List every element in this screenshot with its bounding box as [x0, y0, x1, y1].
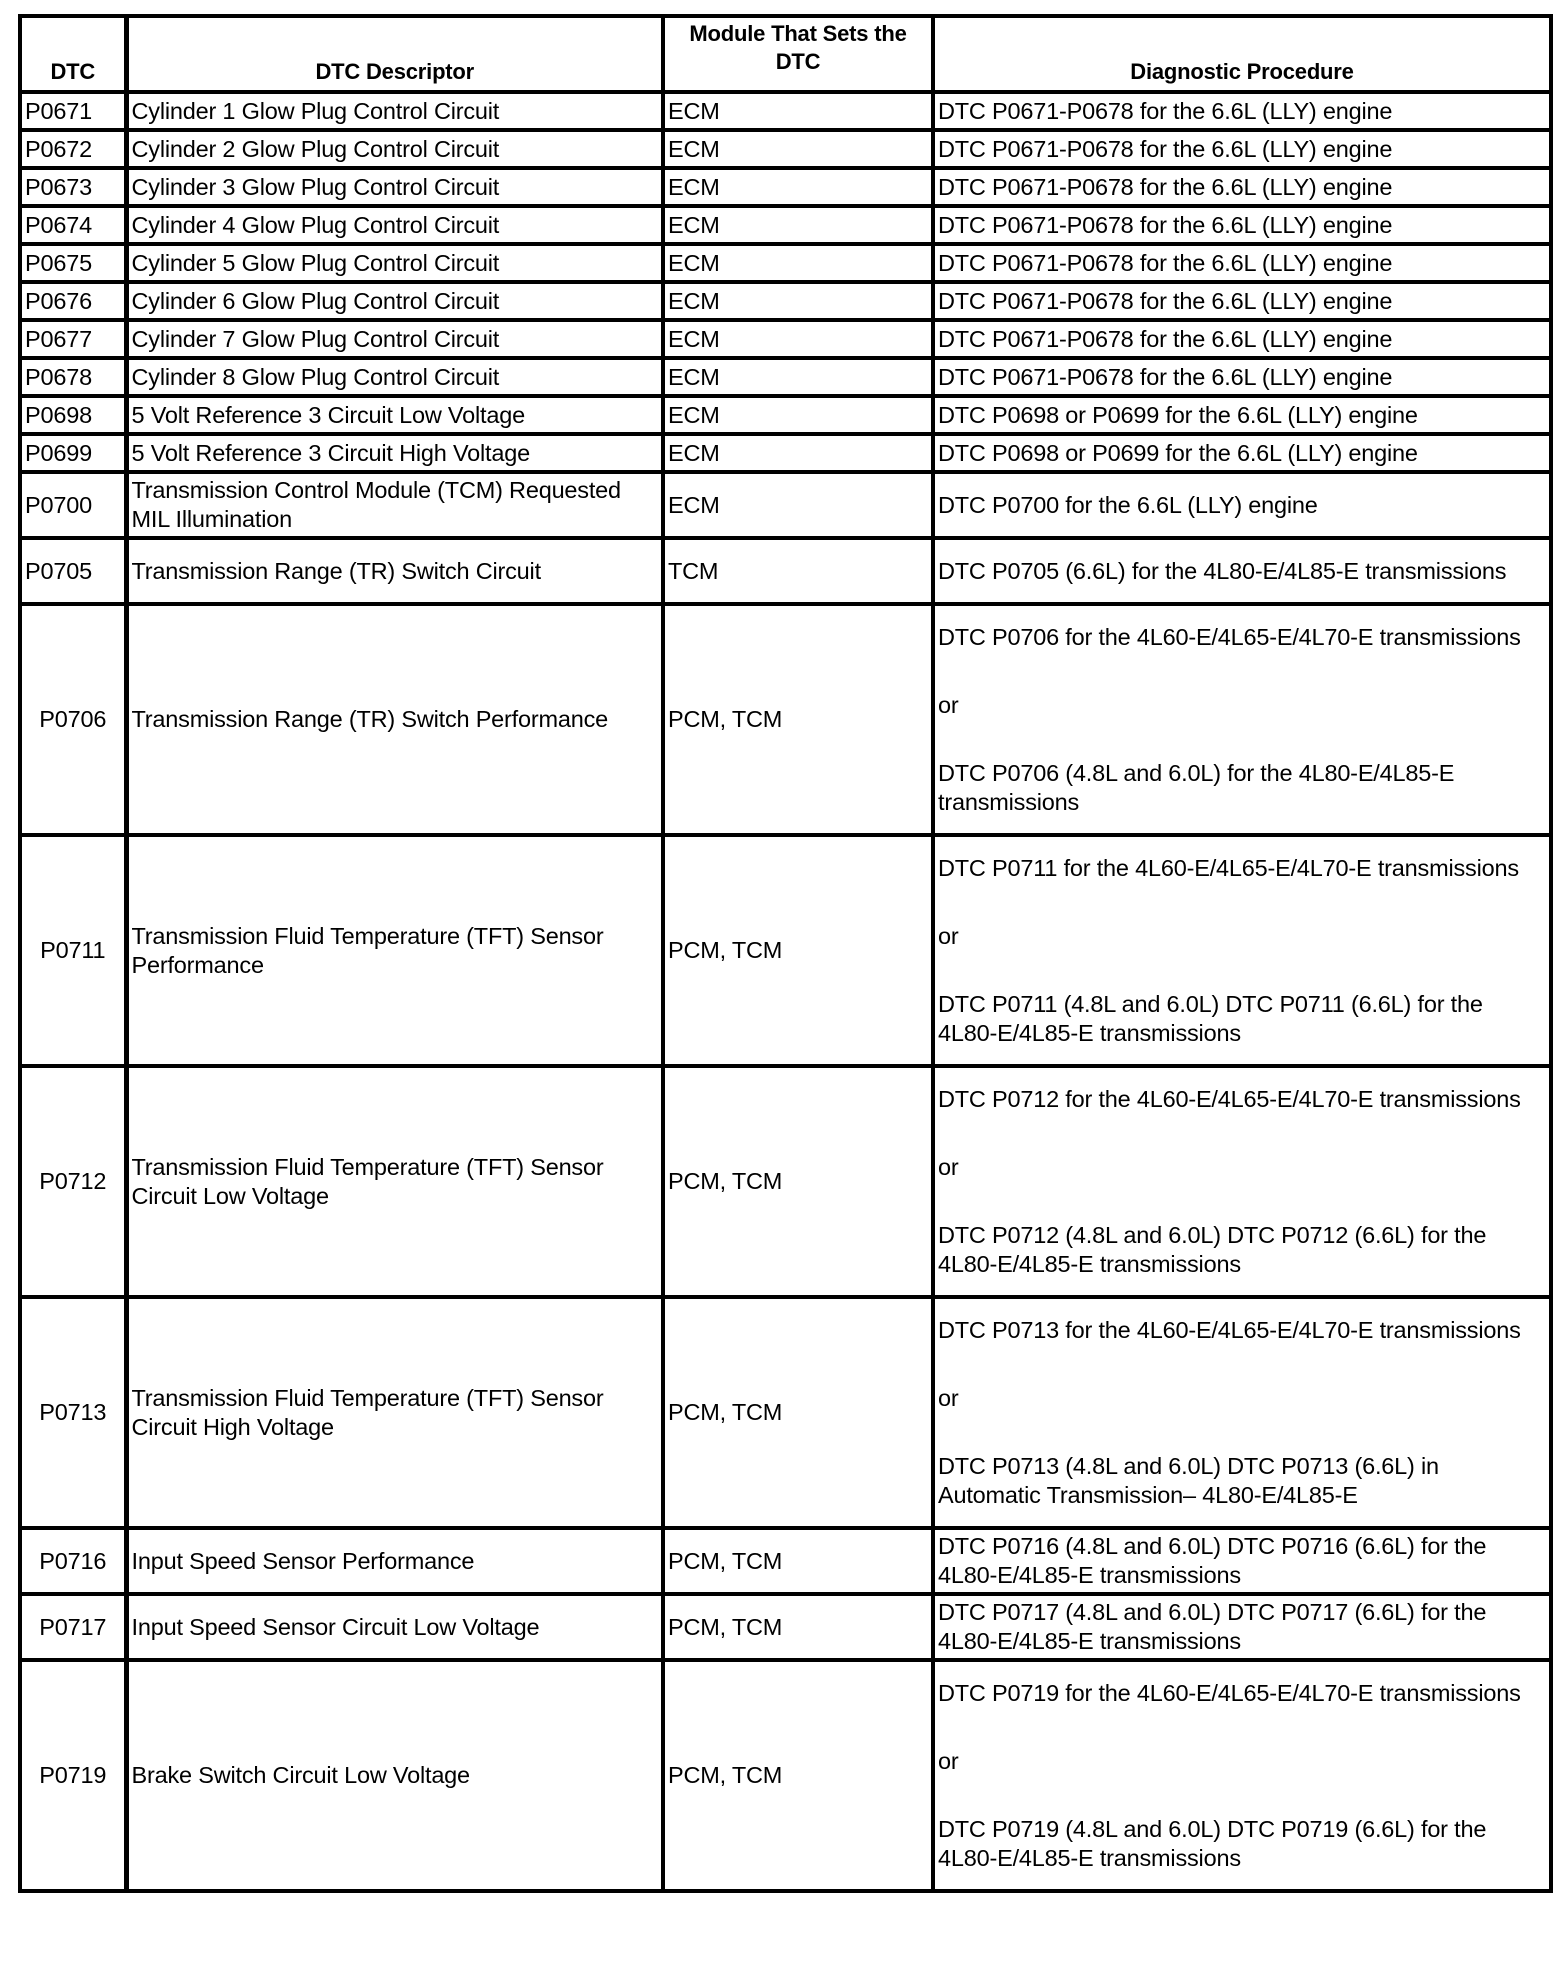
dtc-descriptor-cell: Cylinder 2 Glow Plug Control Circuit	[126, 130, 663, 168]
diagnostic-procedure-cell	[933, 1297, 1551, 1528]
table-row	[20, 244, 1551, 282]
dtc-descriptor-cell: Cylinder 6 Glow Plug Control Circuit	[126, 282, 663, 320]
table-row	[20, 1528, 1551, 1594]
module-cell: PCM, TCM	[663, 1066, 933, 1297]
table-row	[20, 168, 1551, 206]
header-module: Module That Sets the DTC	[663, 16, 933, 92]
table-row	[20, 282, 1551, 320]
dtc-code-cell: P0706	[20, 604, 126, 835]
diagnostic-procedure-cell	[933, 92, 1551, 130]
procedure-link-text: DTC P0706 for the 4L60-E/4L65-E/4L70-E transmissions	[938, 623, 1521, 650]
diagnostic-procedure-cell	[933, 434, 1551, 472]
module-cell: PCM, TCM	[663, 835, 933, 1066]
module-cell: ECM	[663, 206, 933, 244]
table-row	[20, 835, 1551, 1066]
table-row	[20, 130, 1551, 168]
procedure-link-text: DTC P0712 for the 4L60-E/4L65-E/4L70-E transmissions	[938, 1085, 1521, 1112]
dtc-code-cell: P0719	[20, 1660, 126, 1891]
procedure-or-separator: or	[938, 691, 959, 718]
procedure-or-separator: or	[938, 922, 959, 949]
procedure-spacer	[938, 1345, 1546, 1384]
module-cell: PCM, TCM	[663, 1297, 933, 1528]
procedure-spacer	[938, 1413, 1546, 1452]
module-cell: PCM, TCM	[663, 1594, 933, 1660]
procedure-link-text: DTC P0698 or P0699 for the 6.6L (LLY) engine	[938, 401, 1418, 428]
table-row	[20, 1660, 1551, 1891]
table-row	[20, 206, 1551, 244]
dtc-descriptor-cell: Cylinder 5 Glow Plug Control Circuit	[126, 244, 663, 282]
diagnostic-procedure-cell	[933, 396, 1551, 434]
dtc-code-cell: P0675	[20, 244, 126, 282]
procedure-spacer	[938, 1776, 1546, 1815]
table-row	[20, 358, 1551, 396]
procedure-or-separator: or	[938, 1384, 959, 1411]
diagnostic-procedure-cell	[933, 1528, 1551, 1594]
dtc-code-cell: P0698	[20, 396, 126, 434]
dtc-code-cell: P0678	[20, 358, 126, 396]
dtc-descriptor-cell: Cylinder 4 Glow Plug Control Circuit	[126, 206, 663, 244]
procedure-spacer	[938, 1182, 1546, 1221]
module-cell: ECM	[663, 472, 933, 538]
dtc-descriptor-cell: Transmission Range (TR) Switch Performance	[126, 604, 663, 835]
dtc-code-cell: P0671	[20, 92, 126, 130]
procedure-spacer	[938, 652, 1546, 691]
table-row	[20, 1594, 1551, 1660]
dtc-code-cell: P0705	[20, 538, 126, 604]
table-row	[20, 92, 1551, 130]
module-cell: ECM	[663, 396, 933, 434]
dtc-code-cell: P0713	[20, 1297, 126, 1528]
procedure-spacer	[938, 720, 1546, 759]
procedure-link-text: DTC P0671-P0678 for the 6.6L (LLY) engine	[938, 135, 1393, 162]
module-cell: ECM	[663, 320, 933, 358]
dtc-code-cell: P0699	[20, 434, 126, 472]
diagnostic-procedure-cell	[933, 1660, 1551, 1891]
dtc-code-cell: P0676	[20, 282, 126, 320]
diagnostic-procedure-cell	[933, 320, 1551, 358]
module-cell: PCM, TCM	[663, 1528, 933, 1594]
header-descriptor: DTC Descriptor	[126, 16, 663, 92]
diagnostic-procedure-cell	[933, 282, 1551, 320]
dtc-descriptor-cell: Cylinder 1 Glow Plug Control Circuit	[126, 92, 663, 130]
table-header-row	[20, 16, 1551, 92]
dtc-code-cell: P0673	[20, 168, 126, 206]
dtc-code-cell: P0700	[20, 472, 126, 538]
table-row	[20, 1066, 1551, 1297]
diagnostic-procedure-cell	[933, 472, 1551, 538]
dtc-descriptor-cell: Cylinder 3 Glow Plug Control Circuit	[126, 168, 663, 206]
procedure-link-text: DTC P0671-P0678 for the 6.6L (LLY) engine	[938, 249, 1393, 276]
table-row	[20, 320, 1551, 358]
dtc-descriptor-cell: Transmission Fluid Temperature (TFT) Sensor Performance	[126, 835, 663, 1066]
procedure-link-text: DTC P0671-P0678 for the 6.6L (LLY) engine	[938, 287, 1393, 314]
procedure-spacer	[938, 883, 1546, 922]
dtc-descriptor-cell: Brake Switch Circuit Low Voltage	[126, 1660, 663, 1891]
procedure-link-text: DTC P0671-P0678 for the 6.6L (LLY) engine	[938, 97, 1393, 124]
module-cell: ECM	[663, 434, 933, 472]
procedure-link-text: DTC P0705 (6.6L) for the 4L80-E/4L85-E transmissions	[938, 557, 1507, 584]
table-row	[20, 434, 1551, 472]
dtc-code-cell: P0674	[20, 206, 126, 244]
header-dtc: DTC	[20, 16, 126, 92]
module-cell: PCM, TCM	[663, 604, 933, 835]
procedure-link-text: DTC P0712 (4.8L and 6.0L) DTC P0712 (6.6L) for the 4L80-E/4L85-E transmissions	[938, 1221, 1487, 1277]
dtc-code-cell: P0712	[20, 1066, 126, 1297]
procedure-link-text: DTC P0671-P0678 for the 6.6L (LLY) engine	[938, 325, 1393, 352]
module-cell: ECM	[663, 92, 933, 130]
dtc-descriptor-cell: Transmission Range (TR) Switch Circuit	[126, 538, 663, 604]
procedure-link-text: DTC P0671-P0678 for the 6.6L (LLY) engine	[938, 363, 1393, 390]
procedure-link-text: DTC P0717 (4.8L and 6.0L) DTC P0717 (6.6L) for the 4L80-E/4L85-E transmissions	[938, 1599, 1487, 1654]
dtc-descriptor-cell: Transmission Fluid Temperature (TFT) Sensor Circuit Low Voltage	[126, 1066, 663, 1297]
procedure-or-separator: or	[938, 1747, 959, 1774]
module-cell: ECM	[663, 282, 933, 320]
table-row	[20, 604, 1551, 835]
diagnostic-procedure-cell	[933, 1066, 1551, 1297]
diagnostic-procedure-cell	[933, 206, 1551, 244]
dtc-table	[18, 14, 1553, 1893]
procedure-link-text: DTC P0713 (4.8L and 6.0L) DTC P0713 (6.6L) in Automatic Transmission– 4L80-E/4L85-E	[938, 1452, 1439, 1508]
procedure-spacer	[938, 951, 1546, 990]
dtc-code-cell: P0716	[20, 1528, 126, 1594]
dtc-descriptor-cell: Cylinder 8 Glow Plug Control Circuit	[126, 358, 663, 396]
dtc-descriptor-cell: Input Speed Sensor Performance	[126, 1528, 663, 1594]
module-cell: ECM	[663, 130, 933, 168]
diagnostic-procedure-cell	[933, 538, 1551, 604]
procedure-spacer	[938, 1708, 1546, 1747]
table-row	[20, 538, 1551, 604]
procedure-link-text: DTC P0719 (4.8L and 6.0L) DTC P0719 (6.6L) for the 4L80-E/4L85-E transmissions	[938, 1815, 1487, 1871]
diagnostic-procedure-cell	[933, 1594, 1551, 1660]
table-body	[20, 92, 1551, 1891]
procedure-link-text: DTC P0706 (4.8L and 6.0L) for the 4L80-E/4L85-E transmissions	[938, 759, 1455, 815]
module-cell: TCM	[663, 538, 933, 604]
diagnostic-procedure-cell	[933, 244, 1551, 282]
procedure-link-text: DTC P0711 for the 4L60-E/4L65-E/4L70-E transmissions	[938, 854, 1519, 881]
diagnostic-procedure-cell	[933, 604, 1551, 835]
procedure-link-text: DTC P0719 for the 4L60-E/4L65-E/4L70-E transmissions	[938, 1679, 1521, 1706]
table-row	[20, 472, 1551, 538]
procedure-or-separator: or	[938, 1153, 959, 1180]
diagnostic-procedure-cell	[933, 130, 1551, 168]
dtc-code-cell: P0677	[20, 320, 126, 358]
table-row	[20, 396, 1551, 434]
dtc-code-cell: P0672	[20, 130, 126, 168]
dtc-code-cell: P0711	[20, 835, 126, 1066]
module-cell: ECM	[663, 244, 933, 282]
dtc-descriptor-cell: Transmission Fluid Temperature (TFT) Sensor Circuit High Voltage	[126, 1297, 663, 1528]
dtc-descriptor-cell: Cylinder 7 Glow Plug Control Circuit	[126, 320, 663, 358]
dtc-descriptor-cell: 5 Volt Reference 3 Circuit High Voltage	[126, 434, 663, 472]
procedure-link-text: DTC P0698 or P0699 for the 6.6L (LLY) engine	[938, 439, 1418, 466]
procedure-link-text: DTC P0671-P0678 for the 6.6L (LLY) engine	[938, 173, 1393, 200]
dtc-descriptor-cell: Input Speed Sensor Circuit Low Voltage	[126, 1594, 663, 1660]
table-row	[20, 1297, 1551, 1528]
module-cell: PCM, TCM	[663, 1660, 933, 1891]
dtc-code-cell: P0717	[20, 1594, 126, 1660]
module-cell: ECM	[663, 358, 933, 396]
procedure-link-text: DTC P0711 (4.8L and 6.0L) DTC P0711 (6.6L) for the 4L80-E/4L85-E transmissions	[938, 990, 1483, 1046]
procedure-link-text: DTC P0671-P0678 for the 6.6L (LLY) engine	[938, 211, 1393, 238]
module-cell: ECM	[663, 168, 933, 206]
dtc-descriptor-cell: 5 Volt Reference 3 Circuit Low Voltage	[126, 396, 663, 434]
procedure-link-text: DTC P0713 for the 4L60-E/4L65-E/4L70-E transmissions	[938, 1316, 1521, 1343]
procedure-link-text: DTC P0700 for the 6.6L (LLY) engine	[938, 491, 1318, 518]
diagnostic-procedure-cell	[933, 358, 1551, 396]
dtc-descriptor-cell: Transmission Control Module (TCM) Requested MIL Illumination	[126, 472, 663, 538]
procedure-spacer	[938, 1114, 1546, 1153]
procedure-link-text: DTC P0716 (4.8L and 6.0L) DTC P0716 (6.6L) for the 4L80-E/4L85-E transmissions	[938, 1533, 1487, 1588]
header-procedure: Diagnostic Procedure	[933, 16, 1551, 92]
diagnostic-procedure-cell	[933, 168, 1551, 206]
diagnostic-procedure-cell	[933, 835, 1551, 1066]
